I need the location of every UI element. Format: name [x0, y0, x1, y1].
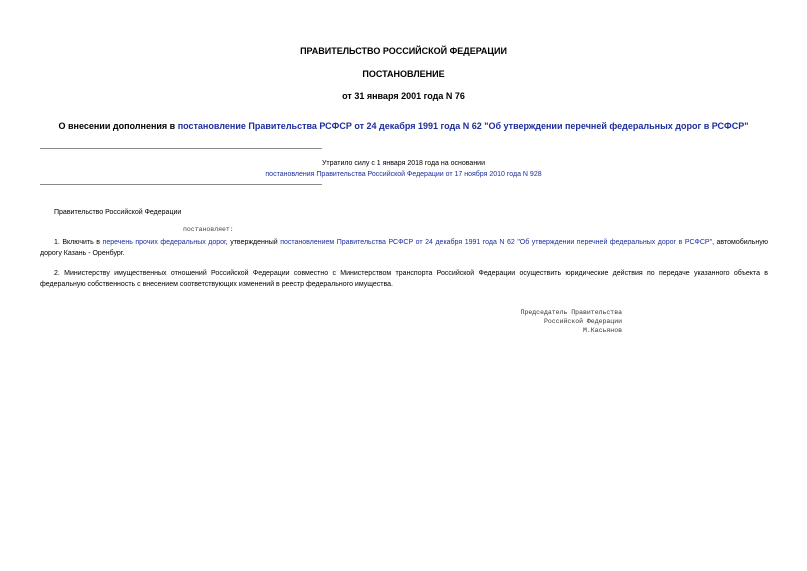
signature-name: М.Касьянов [582, 327, 622, 334]
p1-end: , автомобильную дорогу Казань - Оренбург. [40, 239, 768, 257]
void-notice [40, 169, 767, 180]
paragraph-2 [40, 268, 768, 290]
signature-country: Российской Федерации [543, 318, 622, 325]
p1-number: 1. Включить в [54, 239, 103, 246]
decrees-word: постановляет: [183, 226, 234, 233]
document-date-number: от 31 января 2001 года N 76 [342, 91, 465, 101]
divider-bottom [40, 184, 322, 185]
divider-top [40, 148, 322, 149]
p1-mid: , утвержденный [225, 239, 281, 246]
rsfsr-decree-link[interactable]: постановлением Правительства РСФСР от 24 декабря 1991 года N 62 "Об утверждении перечней федеральных дорог в РСФСР" [280, 239, 713, 246]
signature-title: Председатель Правительства [520, 309, 622, 316]
paragraph-1 [40, 237, 768, 259]
title-prefix: О внесении дополнения в [58, 121, 178, 131]
void-notice-decree-link[interactable]: постановления Правительства Российской Федерации от 17 ноября 2010 года N 928 [265, 171, 542, 178]
other-federal-roads-list-link[interactable]: перечень прочих федеральных дорог [102, 239, 226, 246]
government-line: Правительство Российской Федерации [54, 209, 182, 216]
document-type: ПОСТАНОВЛЕНИЕ [362, 69, 445, 79]
void-notice-text: Утратило силу с 1 января 2018 года на основании [321, 160, 486, 167]
title-referenced-decree-link[interactable]: постановление Правительства РСФСР от 24 декабря 1991 года N 62 "Об утверждении перечней федеральных дорог в РСФСР" [177, 121, 749, 131]
issuing-authority: ПРАВИТЕЛЬСТВО РОССИЙСКОЙ ФЕДЕРАЦИИ [300, 46, 507, 56]
p2-text: 2. Министерству имущественных отношений Российской Федерации совместно с Министерством транспорта Российской Федерации осуществить юридические действия по передаче указанного объекта в федеральную собственность с внесением соответствующих изменений в реестр федерального имущества. [40, 270, 768, 288]
document-title [40, 121, 767, 131]
